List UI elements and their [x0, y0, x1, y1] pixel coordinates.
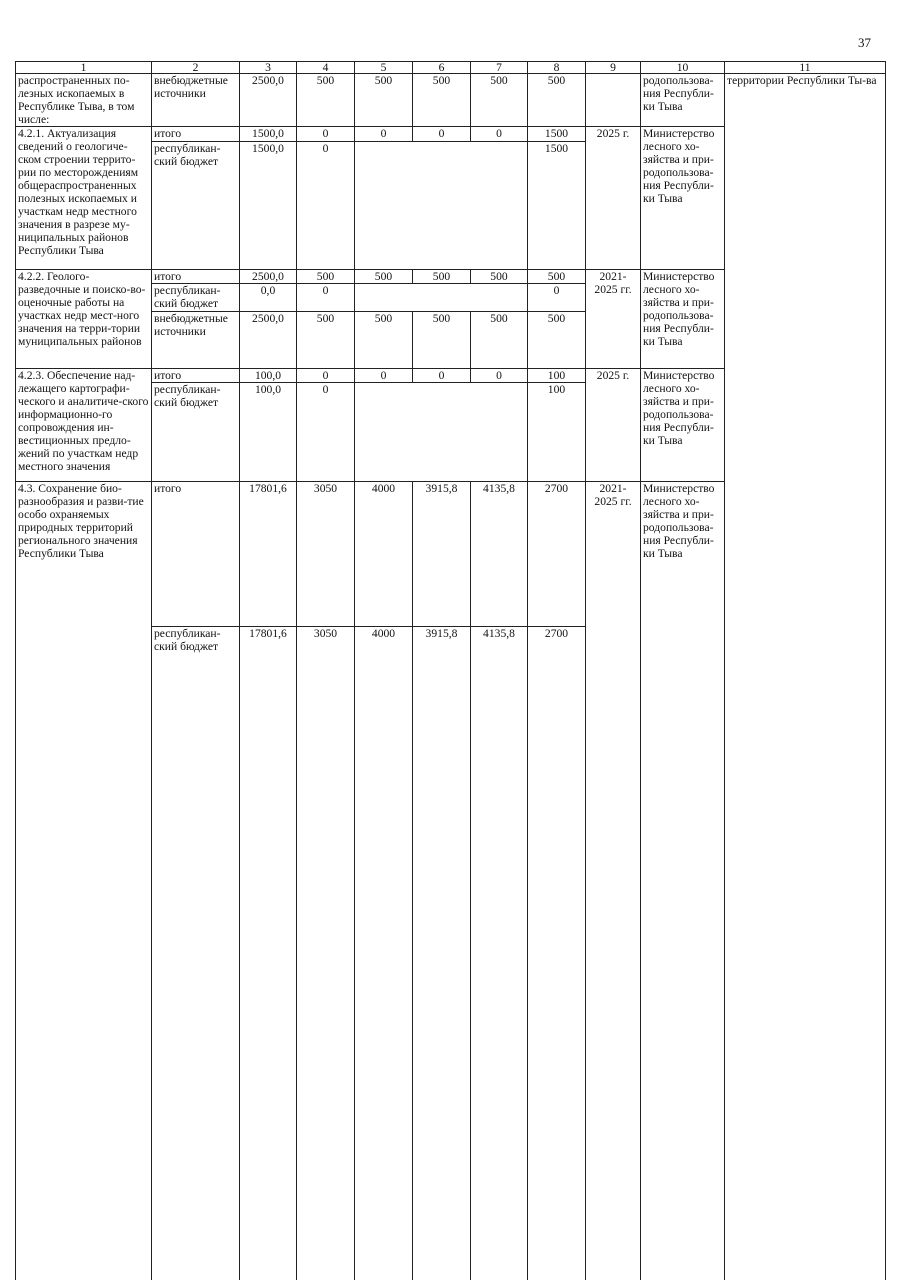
cell-2024: 0	[471, 127, 528, 142]
executor: Министерство лесного хо-зяйства и при-родопользова-ния Республи-ки Тыва	[641, 270, 725, 369]
activity-name: 4.3. Сохранение био-разнообразия и разви-тие особо охраняемых природных территорий регионального значения Республики Тыва	[16, 482, 152, 1280]
cell-2025: 1500	[528, 127, 586, 142]
cell-2025: 1500	[528, 142, 586, 270]
cell-2025: 500	[528, 270, 586, 284]
cell-2022: 500	[355, 312, 413, 369]
column-number-row	[16, 62, 886, 74]
cell-2023: 0	[413, 127, 471, 142]
column-header: 3	[240, 62, 297, 74]
cell-2021: 0	[297, 383, 355, 482]
cell-total: 1500,0	[240, 127, 297, 142]
cell-2025: 0	[528, 284, 586, 312]
column-header: 11	[725, 62, 886, 74]
cell-2024: 4135,8	[471, 626, 528, 1280]
cell-2022: 500	[355, 270, 413, 284]
column-header: 10	[641, 62, 725, 74]
empty-cell	[355, 383, 528, 482]
cell-total: 100,0	[240, 369, 297, 383]
cell-2023: 500	[413, 312, 471, 369]
activity-name: 4.2.3. Обеспечение над-лежащего картографи-ческого и аналитиче-ского информационно-го сопровождения ин-вестиционных предло-жений по участкам недр местного значения	[16, 369, 152, 482]
executor: Министерство лесного хо-зяйства и при-родопользова-ния Республи-ки Тыва	[641, 127, 725, 270]
column-header: 5	[355, 62, 413, 74]
funding-source: итого	[152, 270, 240, 284]
cell-2025: 2700	[528, 482, 586, 627]
cell-total: 17801,6	[240, 626, 297, 1280]
cell-2024: 0	[471, 369, 528, 383]
activity-name: 4.2.1. Актуализация сведений о геологиче-ском строении террито-рии по месторождениям общераспространенных полезных ископаемых и участкам недр местного значения в разрезе му-ниципальных районов Республики Тыва	[16, 127, 152, 270]
cell-total: 17801,6	[240, 482, 297, 627]
empty-cell	[355, 284, 528, 312]
cell-2023: 3915,8	[413, 482, 471, 627]
cell-2025: 100	[528, 369, 586, 383]
executor: Министерство лесного хо-зяйства и при-родопользова-ния Республи-ки Тыва	[641, 369, 725, 482]
funding-source: республикан-ский бюджет	[152, 626, 240, 1280]
cell-total: 1500,0	[240, 142, 297, 270]
cell-2022: 0	[355, 127, 413, 142]
expected-result: территории Республики Ты-ва	[725, 74, 886, 1280]
activity-name: 4.2.2. Геолого-разведочные и поиско-во-оценочные работы на участках недр мест-ного значения на терри-тории муниципальных районов	[16, 270, 152, 369]
table-row	[16, 74, 886, 127]
cell-2025: 500	[528, 74, 586, 127]
cell-2022: 500	[355, 74, 413, 127]
period-cell: 2025 г.	[586, 127, 641, 270]
cell-2021: 500	[297, 312, 355, 369]
activity-name: распространенных по-лезных ископаемых в Республике Тыва, в том числе:	[16, 74, 152, 127]
cell-2021: 0	[297, 127, 355, 142]
cell-2023: 500	[413, 270, 471, 284]
column-header: 6	[413, 62, 471, 74]
funding-source: итого	[152, 482, 240, 627]
cell-2021: 500	[297, 270, 355, 284]
cell-2024: 500	[471, 312, 528, 369]
funding-source: республикан-ский бюджет	[152, 284, 240, 312]
column-header: 7	[471, 62, 528, 74]
period-cell: 2021-2025 гг.	[586, 482, 641, 1280]
cell-total: 2500,0	[240, 312, 297, 369]
period-cell: 2021-2025 гг.	[586, 270, 641, 369]
cell-2021: 500	[297, 74, 355, 127]
column-header: 1	[16, 62, 152, 74]
cell-2021: 0	[297, 284, 355, 312]
cell-2024: 500	[471, 74, 528, 127]
cell-2023: 0	[413, 369, 471, 383]
column-header: 8	[528, 62, 586, 74]
cell-2024: 4135,8	[471, 482, 528, 627]
cell-2025: 100	[528, 383, 586, 482]
cell-2025: 500	[528, 312, 586, 369]
cell-2021: 0	[297, 369, 355, 383]
cell-2024: 500	[471, 270, 528, 284]
cell-2023: 3915,8	[413, 626, 471, 1280]
cell-2021: 3050	[297, 626, 355, 1280]
cell-total: 2500,0	[240, 270, 297, 284]
funding-source: внебюджетные источники	[152, 74, 240, 127]
cell-2025: 2700	[528, 626, 586, 1280]
cell-total: 100,0	[240, 383, 297, 482]
empty-cell	[355, 142, 528, 270]
period-cell	[586, 74, 641, 127]
column-header: 2	[152, 62, 240, 74]
funding-source: республикан-ский бюджет	[152, 383, 240, 482]
executor: Министерство лесного хо-зяйства и при-родопользова-ния Республи-ки Тыва	[641, 482, 725, 1280]
funding-source: итого	[152, 127, 240, 142]
cell-2022: 0	[355, 369, 413, 383]
funding-source: республикан-ский бюджет	[152, 142, 240, 270]
cell-2022: 4000	[355, 626, 413, 1280]
column-header: 9	[586, 62, 641, 74]
period-cell: 2025 г.	[586, 369, 641, 482]
funding-source: внебюджетные источники	[152, 312, 240, 369]
cell-total: 0,0	[240, 284, 297, 312]
cell-2022: 4000	[355, 482, 413, 627]
cell-2021: 3050	[297, 482, 355, 627]
cell-2023: 500	[413, 74, 471, 127]
funding-source: итого	[152, 369, 240, 383]
column-header: 4	[297, 62, 355, 74]
cell-total: 2500,0	[240, 74, 297, 127]
executor: родопользова-ния Республи-ки Тыва	[641, 74, 725, 127]
program-table	[15, 61, 886, 1280]
cell-2021: 0	[297, 142, 355, 270]
page-number: 37	[858, 35, 871, 51]
